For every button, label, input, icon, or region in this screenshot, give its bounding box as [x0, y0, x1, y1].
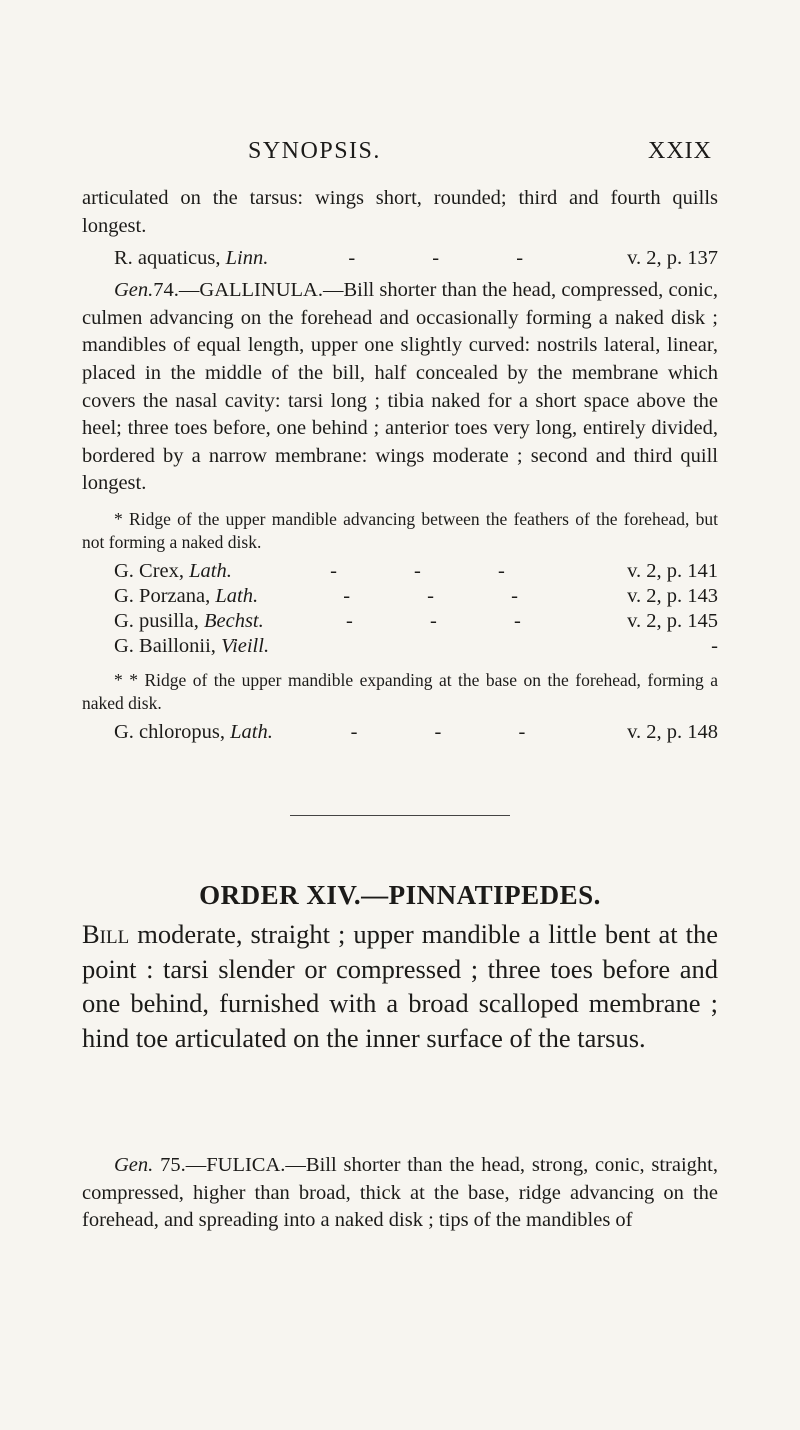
order-lead-word: Bill [82, 919, 130, 949]
volume-reference: v. 2, p. 143 [627, 584, 718, 607]
list-item [82, 609, 718, 634]
leader-dashes: - - - [343, 584, 554, 607]
species-name: G. pusilla, Bechst. [114, 609, 264, 632]
section-divider [290, 815, 510, 816]
list-item [82, 720, 718, 745]
species-name: G. Porzana, Lath. [114, 584, 259, 607]
running-title: SYNOPSIS. [248, 138, 381, 164]
species-name: G. Baillonii, Vieill. [114, 634, 270, 657]
volume-reference: - [711, 634, 718, 657]
order-description: Bill moderate, straight ; upper mandible a little bent at the point : tarsi slender or compressed ; three toes before and one behind, furnished with a broad scalloped membrane ; hind toe articulated on the inner surface of the tarsus. [82, 919, 718, 1053]
species-name: G. chloropus, Lath. [114, 720, 273, 743]
list-item [82, 634, 718, 659]
volume-reference: v. 2, p. 145 [627, 609, 718, 632]
species-name: R. aquaticus, Linn. [114, 247, 269, 270]
continued-paragraph: articulated on the tarsus: wings short, rounded; third and fourth quills longest. [82, 187, 718, 237]
genus-name: —FULICA. [185, 1154, 286, 1176]
genus-name: —GALLINULA. [178, 279, 323, 302]
list-item [82, 559, 718, 584]
leader-dashes: - - - [330, 559, 541, 582]
species-list-1 [82, 559, 718, 659]
volume-reference: v. 2, p. 141 [627, 559, 718, 582]
volume-reference: v. 2, p. 148 [627, 720, 718, 743]
species-list-2 [82, 720, 718, 745]
order-heading: ORDER XIV.—PINNATIPEDES. [199, 880, 601, 910]
genus-gallinula-description: Gen.74.—GALLINULA.—Bill shorter than the head, compressed, conic, culmen advancing on the forehead and occasionally forming a naked disk ; mandibles of equal length, upper one slightly curved: nostrils lateral, linear, placed in the middle of the bill, half concealed by the membrane which covers the nasal cavity: tarsi long ; tibia naked for a short space above the heel; three toes before, one behind ; anterior toes very long, entirely divided, bordered by a narrow membrane: wings moderate ; second and third quill longest. [82, 279, 718, 495]
leader-dashes: - - - [350, 720, 562, 743]
footnote-section-1: * Ridge of the upper mandible advancing between the feathers of the forehead, but not forming a naked disk. [82, 508, 718, 552]
leader-dashes [269, 634, 711, 659]
running-head [248, 138, 712, 172]
footnote-section-2: * * Ridge of the upper mandible expanding at the base on the forehead, forming a naked disk. [82, 669, 718, 713]
genus-fulica-description: Gen. 75.—FULICA.—Bill shorter than the head, strong, conic, straight, compressed, higher than broad, thick at the base, ridge advancing on the forehead, and spreading into a naked disk ; tips of the mandibles of [82, 1154, 719, 1232]
volume-reference: v. 2, p. 137 [627, 247, 718, 270]
species-ref-aquaticus [82, 245, 718, 272]
upper-section [82, 185, 718, 745]
list-item [82, 584, 718, 609]
species-name: G. Crex, Lath. [114, 559, 232, 582]
leader-dashes: - - - [348, 247, 560, 270]
leader-dashes: - - - [346, 609, 557, 632]
page-number: XXIX [648, 138, 712, 164]
